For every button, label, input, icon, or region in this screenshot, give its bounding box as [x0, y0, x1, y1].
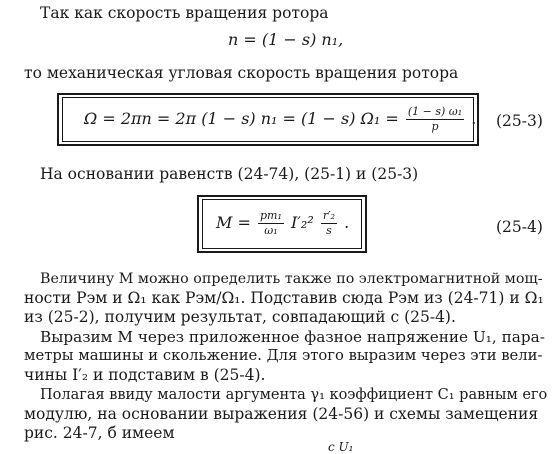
paragraph-1-line-2: ности Pэм и Ω₁ как Pэм/Ω₁. Подставив сюда Pэм из (24-71) и Ω₁: [24, 289, 544, 307]
formula-torque-lhs: M =: [216, 213, 251, 232]
fraction-numerator: pm₁: [259, 209, 282, 222]
paragraph-2-line-2: метры машины и скольжение. Для этого выразим через эти вели-: [24, 347, 543, 364]
paragraph-3-line-1: Полагая ввиду малости аргумента γ₁ коэффициент C₁ равным его: [40, 387, 548, 403]
fraction-denominator: ω₁: [264, 224, 278, 237]
fraction-angular-speed: [406, 106, 464, 133]
paragraph-1-line-3: из (25-2), получим результат, совпадающий с (25-4).: [24, 308, 456, 326]
paragraph-3-line-2: модулю, на основании выражения (24-56) и схемы замещения: [24, 405, 539, 423]
equation-number-25-4: (25-4): [496, 218, 543, 236]
fraction-pm1-omega1: [258, 210, 284, 237]
paragraph-3-line-3: рис. 24-7, б имеем: [24, 424, 175, 442]
fraction-r2-s: [321, 210, 337, 237]
paragraph-2-line-1: Выразим M через приложенное фазное напряжение U₁, пара-: [40, 328, 545, 346]
equation-number-25-3: (25-3): [496, 112, 543, 130]
paragraph-1-line-1: Величину M можно определить также по электромагнитной мощ-: [40, 271, 543, 287]
formula-angular-speed: [84, 106, 476, 133]
formula-torque: [216, 210, 349, 237]
formula-end-dot: .: [344, 213, 350, 232]
fraction-denominator: s: [326, 224, 332, 237]
text-line-2: то механическая угловая скорость вращения ротора: [24, 64, 459, 82]
formula-end-dot: .: [471, 109, 477, 128]
formula-rotor-speed: n = (1 − s) n₁,: [228, 30, 344, 49]
text-line-1: Так как скорость вращения ротора: [40, 4, 329, 22]
formula-angular-speed-main: Ω = 2πn = 2π (1 − s) n₁ = (1 − s) Ω₁ =: [84, 109, 399, 128]
cut-off-formula: c U₁: [328, 440, 354, 454]
paragraph-2-line-3: чины I′₂ и подставим в (25-4).: [24, 366, 266, 384]
fraction-denominator: p: [431, 120, 439, 133]
fraction-numerator: r′₂: [322, 209, 335, 222]
text-line-3: На основании равенств (24-74), (25-1) и (25-3): [40, 165, 419, 183]
fraction-numerator: (1 − s) ω₁: [407, 105, 463, 118]
formula-current-squared: I′₂²: [290, 213, 314, 232]
